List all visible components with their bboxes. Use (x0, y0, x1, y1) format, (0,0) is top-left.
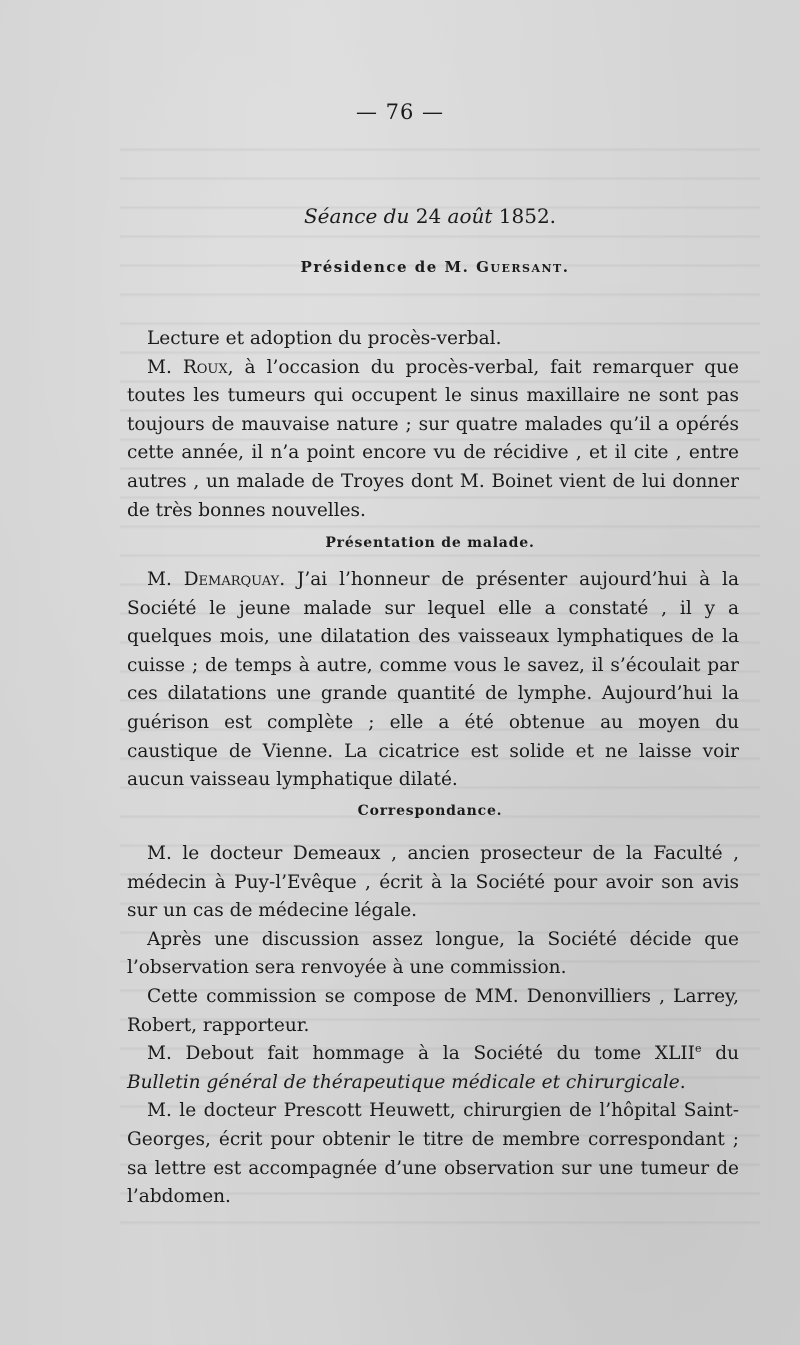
paragraph-text: du (701, 1043, 739, 1065)
paragraph: M. le docteur Prescott Heuwett, chirurgien de l’hôpital Saint-Georges, écrit pour obtenir le titre de membre correspondant ; sa lettre est accompagnée d’une observation sur une tumeur de l’abdomen. (127, 1100, 739, 1208)
presentation-block (127, 566, 739, 795)
section-heading: Présentation de malade. (325, 535, 535, 551)
paragraph-text: . J’ai l’honneur de présenter aujourd’hui à la Société le jeune malade sur lequel elle a constaté , il y a quelques mois, une dilatation des vaisseaux lymphatiques de la cuisse ; de temps à autre, comme vous le savez, il s’écoulait par ces dilatations une grande quantité de lymphe. Aujourd’hui la guérison est complète ; elle a été obtenue au moyen du caustique de Vienne. La cicatrice est solide et ne laisse voir aucun vaisseau lymphatique dilaté. (127, 569, 739, 791)
paragraph: Lecture et adoption du procès-verbal. (147, 328, 502, 349)
presidence-prefix: Présidence de M. (300, 258, 470, 276)
speaker-prefix: M. (147, 569, 184, 590)
journal-title: Bulletin général de thérapeutique médicale et chirurgicale (127, 1071, 680, 1093)
section-heading: Correspondance. (357, 803, 503, 819)
speaker-name: Demarquay (183, 569, 280, 590)
session-label: Séance du (303, 204, 410, 228)
session-year: 1852. (498, 204, 557, 228)
paragraph: Après une discussion assez longue, la Société décide que l’observation sera renvoyée à une commission. (127, 928, 739, 979)
session-day: 24 (415, 204, 442, 228)
paragraph-text: . (679, 1071, 686, 1093)
speaker-prefix: M. (147, 356, 183, 378)
paragraph-text: M. Debout fait hommage à la Société du tome XLII (147, 1043, 695, 1065)
correspondence-block (127, 840, 739, 1212)
paragraph-text: , à l’occasion du procès-verbal, fait remarquer que toutes les tumeurs qui occupent le sinus maxillaire ne sont pas toujours de mauvaise nature ; sur quatre malades qu’il a opérés cette année, il n’a point encore vu de récidive , et il cite , entre autres , un malade de Troyes dont M. Boinet vient de lui donner de très bonnes nouvelles. (127, 356, 739, 521)
minutes-block (127, 325, 739, 525)
session-title (0, 204, 800, 228)
page-number: — 76 — (355, 100, 445, 124)
paragraph (127, 566, 739, 795)
paragraph: Cette commission se compose de MM. Denonvilliers , Larrey, Robert, rapporteur. (127, 985, 739, 1036)
session-month: août (447, 204, 493, 228)
presidence-line (0, 258, 800, 276)
presidence-name: Guersant. (476, 258, 570, 276)
paragraph (127, 354, 739, 526)
paragraph: M. le docteur Demeaux , ancien prosecteur de la Faculté , médecin à Puy-l’Evêque , écrit à la Société pour avoir son avis sur un cas de médecine légale. (127, 843, 739, 922)
speaker-name: Roux (182, 356, 228, 378)
superscript: e (694, 1042, 702, 1055)
paragraph (127, 1040, 739, 1097)
